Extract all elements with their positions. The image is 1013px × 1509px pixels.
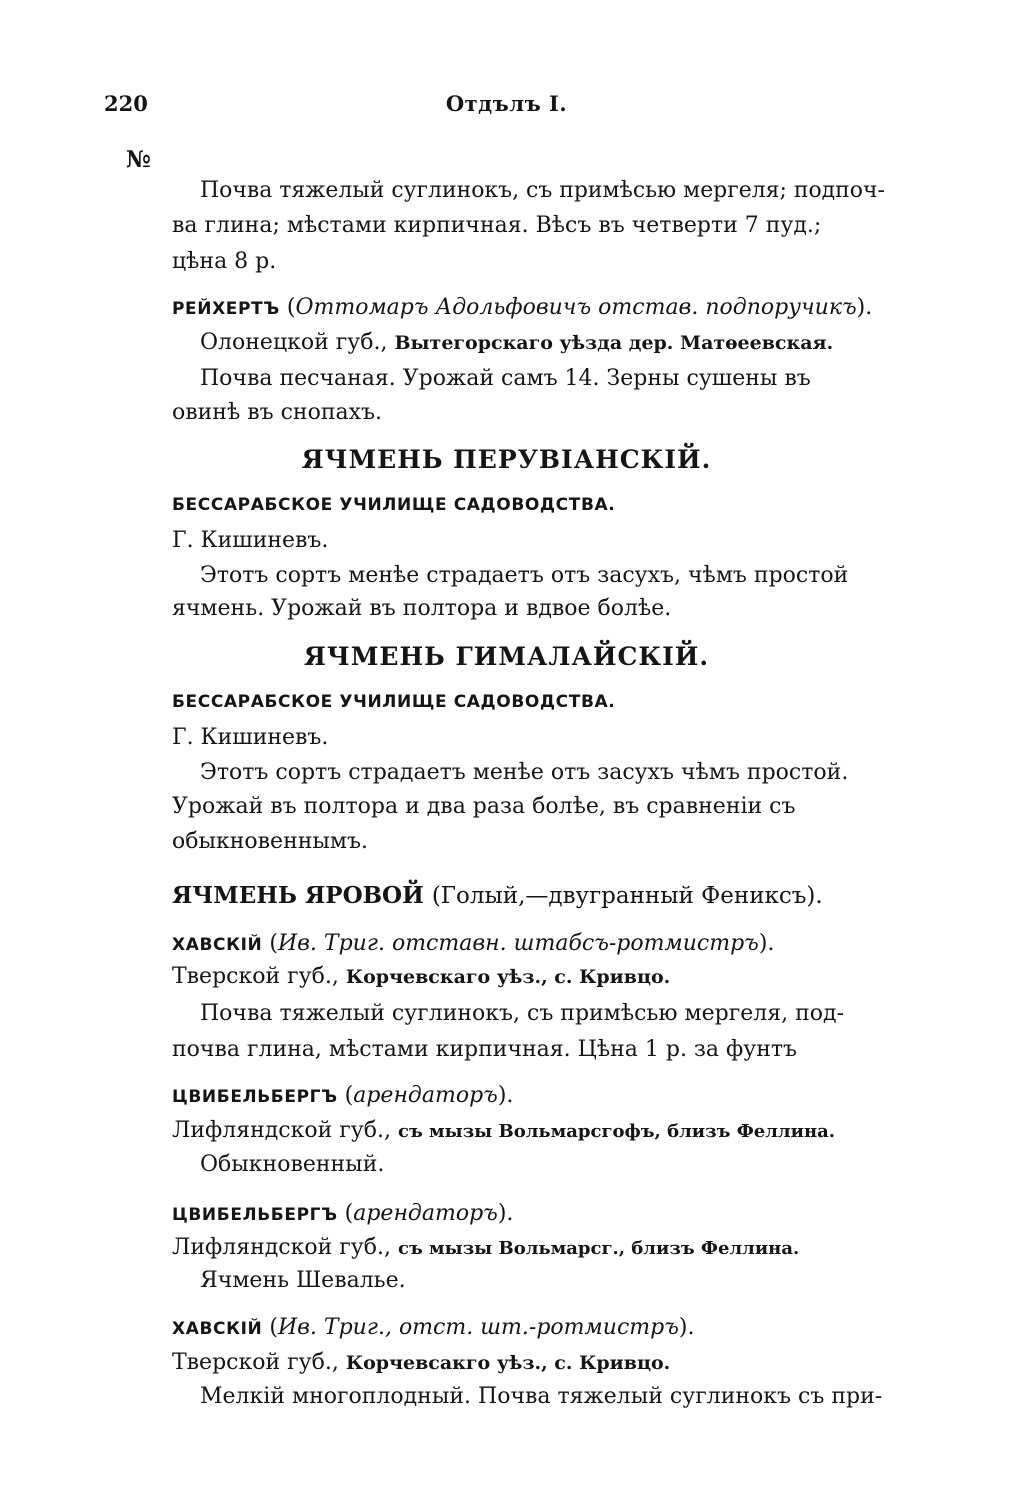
entry-place <box>172 1352 670 1374</box>
entry-name: ЦВИБЕЛЬБЕРГЪ <box>172 1205 338 1225</box>
paragraph-line: обыкновеннымъ. <box>172 829 369 854</box>
entry-place: Г. Кишиневъ. <box>172 725 329 750</box>
place-name: Вытегорскаго уѣзда дер. Матѳеевская. <box>394 332 834 354</box>
entry-name: ХАВСКІЙ <box>172 935 263 955</box>
entry-title: Оттомаръ Адольфовичъ отстав. подпоручикъ <box>295 295 857 320</box>
place-prefix: Тверской губ., <box>172 964 346 989</box>
place-name: съ мызы Вольмарсг., близъ Феллина. <box>397 1238 800 1259</box>
paragraph-line: Ячмень Шевалье. <box>200 1268 406 1293</box>
place-prefix: Тверской губ., <box>172 1350 346 1375</box>
paragraph-line: Обыкновенный. <box>200 1152 385 1177</box>
place-prefix: Лифляндской губ., <box>172 1118 398 1143</box>
entry-place: Г. Кишиневъ. <box>172 528 329 553</box>
paragraph-line: овинѣ въ снопахъ. <box>172 400 382 425</box>
section-title: Отдълъ I. <box>445 91 568 116</box>
entry-name: ХАВСКІЙ <box>172 1319 263 1339</box>
entry-name-line: ЦВИБЕЛЬБЕРГЪ (арендаторъ). <box>172 1201 514 1226</box>
paragraph-line: ва глина; мѣстами кирпичная. Вѣсъ въ четверти 7 пуд.; <box>172 213 822 238</box>
place-prefix: Лифляндской губ., <box>172 1235 398 1260</box>
entry-name-line: ХАВСКІЙ (Ив. Триг. отставн. штабсъ-ротмистръ). <box>172 931 775 956</box>
section-heading: ЯЧМЕНЬ ПЕРУВІАНСКІЙ. <box>301 445 712 474</box>
entry-name: РЕЙХЕРТЪ <box>172 299 280 319</box>
paragraph-line: Почва песчаная. Урожай самъ 14. Зерны сушены въ <box>200 366 811 391</box>
paragraph-line: Мелкій многоплодный. Почва тяжелый суглинокъ съ при- <box>200 1384 883 1409</box>
page-number: 220 <box>104 91 148 116</box>
place-name: съ мызы Вольмарсгофъ, близъ Феллина. <box>397 1121 836 1142</box>
paragraph-line: Этотъ сортъ страдаетъ менѣе отъ засухъ чѣмъ простой. <box>200 760 849 785</box>
entry-title: Ив. Триг., отст. шт.-ротмистръ <box>277 1315 679 1340</box>
section-heading <box>172 884 823 908</box>
entry-name: БЕССАРАБСКОЕ УЧИЛИЩЕ САДОВОДСТВА. <box>172 692 616 712</box>
heading-sub: (Голый,—двугранный Фениксъ). <box>431 883 823 909</box>
paragraph-line: ячмень. Урожай въ полтора и вдвое болѣе. <box>172 596 672 621</box>
paragraph-line: почва глина, мѣстами кирпичная. Цѣна 1 р. за фунтъ <box>172 1037 798 1062</box>
entry-title: арендаторъ <box>353 1083 498 1108</box>
entry-name-line: РЕЙХЕРТЪ (Оттомаръ Адольфовичъ отстав. подпоручикъ). <box>172 295 873 320</box>
place-name: Корчевскаго уѣз., с. Кривцо. <box>345 966 671 988</box>
entry-name-line: ЦВИБЕЛЬБЕРГЪ (арендаторъ). <box>172 1083 514 1108</box>
paragraph-line: Почва тяжелый суглинокъ, съ примѣсью мергеля, под- <box>200 1001 845 1026</box>
paragraph-line: цѣна 8 р. <box>172 249 277 274</box>
entry-place <box>172 1120 835 1142</box>
entry-title: арендаторъ <box>353 1201 498 1226</box>
entry-name: БЕССАРАБСКОЕ УЧИЛИЩЕ САДОВОДСТВА. <box>172 495 616 515</box>
number-sign: № <box>126 146 151 173</box>
section-heading: ЯЧМЕНЬ ГИМАЛАЙСКІЙ. <box>303 642 710 671</box>
entry-name: ЦВИБЕЛЬБЕРГЪ <box>172 1087 338 1107</box>
entry-name-line: ХАВСКІЙ (Ив. Триг., отст. шт.-ротмистръ). <box>172 1315 695 1340</box>
place-name: Корчевсакго уѣз., с. Кривцо. <box>345 1352 671 1374</box>
paragraph-line: Почва тяжелый суглинокъ, съ примѣсью мергеля; подпоч- <box>200 178 885 203</box>
entry-title: Ив. Триг. отставн. штабсъ-ротмистръ <box>277 931 759 956</box>
entry-place <box>172 1237 799 1259</box>
entry-place <box>200 332 833 354</box>
entry-place <box>172 966 670 988</box>
paragraph-line: Урожай въ полтора и два раза болѣе, въ сравненіи съ <box>172 794 796 819</box>
place-prefix: Олонецкой губ., <box>200 330 395 355</box>
paragraph-line: Этотъ сортъ менѣе страдаетъ отъ засухъ, чѣмъ простой <box>200 563 849 588</box>
heading-main: ЯЧМЕНЬ ЯРОВОЙ <box>172 882 432 909</box>
